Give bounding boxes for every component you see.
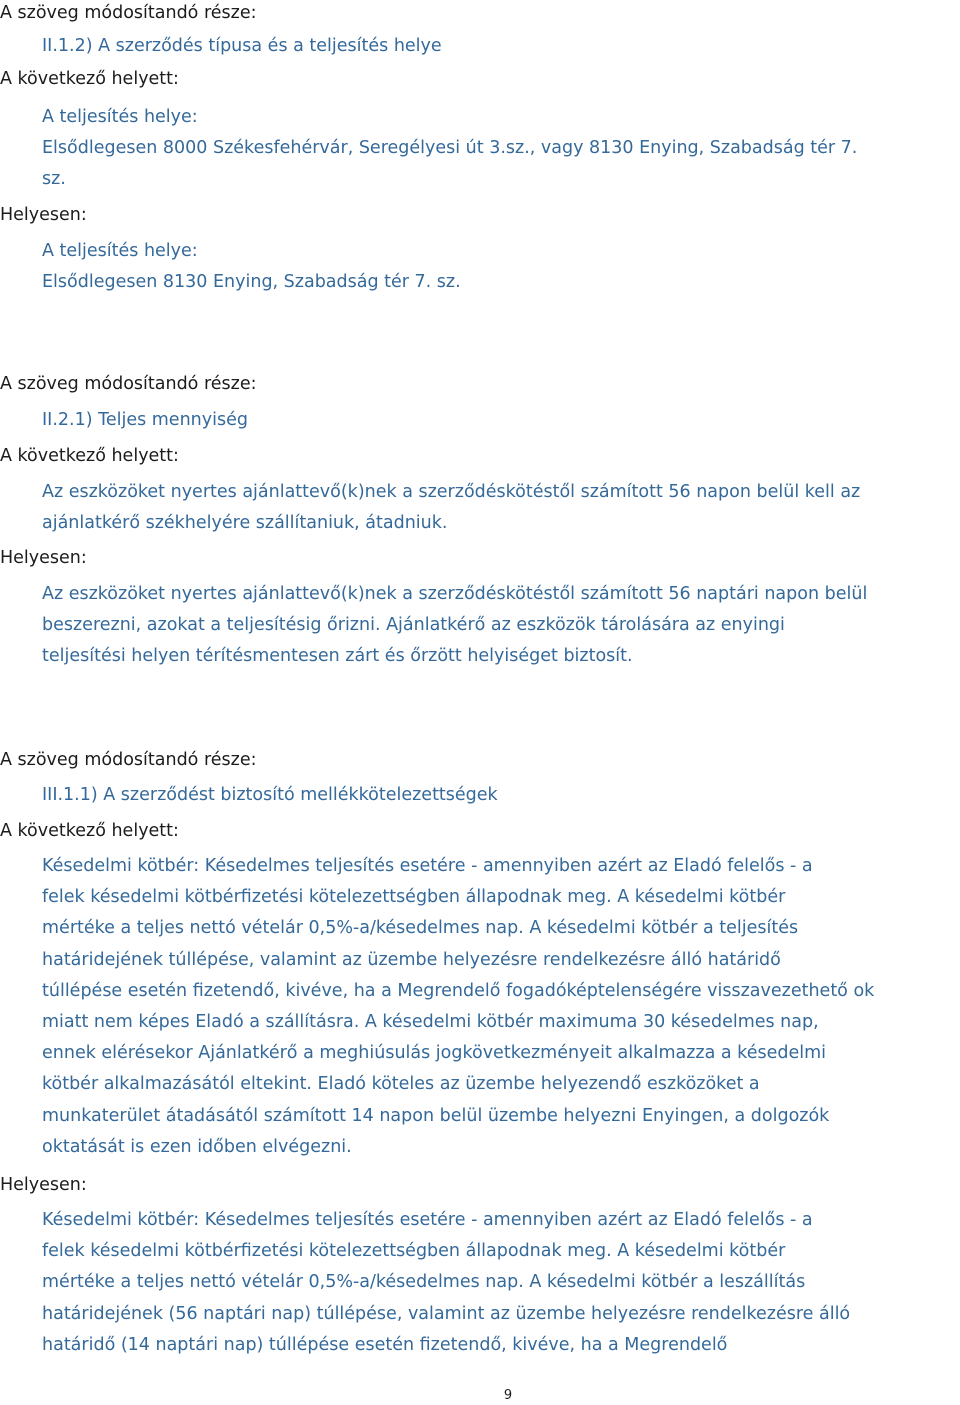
text-line: Elsődlegesen 8130 Enying, Szabadság tér 7. sz.	[42, 272, 461, 293]
text-line: kötbér alkalmazásától eltekint. Eladó köteles az üzembe helyezendő eszközöket a	[42, 1074, 760, 1095]
text-line: határidejének túllépése, valamint az üzembe helyezésre rendelkezésre álló határidő	[42, 949, 781, 970]
s1-label-instead: A következő helyett:	[0, 69, 179, 89]
text-line: miatt nem képes Eladó a szállításra. A késedelmi kötbér maximuma 30 késedelmes nap,	[42, 1012, 819, 1033]
s2-label-modify: A szöveg módosítandó része:	[0, 374, 257, 394]
text-line: A teljesítés helye:	[42, 107, 198, 127]
s2-new-text	[42, 579, 867, 673]
text-line: mértéke a teljes nettó vételár 0,5%-a/késedelmes nap. A késedelmi kötbér a teljesítés	[42, 918, 799, 939]
text-line: Az eszközöket nyertes ajánlattevő(k)nek a szerződéskötéstől számított 56 napon belül kell az	[42, 482, 861, 502]
s3-label-instead: A következő helyett:	[0, 821, 179, 841]
s2-label-instead: A következő helyett:	[0, 446, 179, 466]
s2-old-text	[42, 477, 860, 539]
s3-label-correct: Helyesen:	[0, 1175, 87, 1195]
text-line: határidejének (56 naptári nap) túllépése, valamint az üzembe helyezésre rendelkezésre álló	[42, 1303, 851, 1324]
s3-section-title: III.1.1) A szerződést biztosító mellékkötelezettségek	[42, 785, 498, 805]
s1-label-correct: Helyesen:	[0, 205, 87, 225]
text-line: ennek elérésekor Ajánlatkérő a meghiúsulás jogkövetkezményeit alkalmazza a késedelmi	[42, 1043, 826, 1064]
text-line: Késedelmi kötbér: Késedelmes teljesítés esetére - amennyiben azért az Eladó felelős - a	[42, 1210, 813, 1230]
s2-label-correct: Helyesen:	[0, 548, 87, 568]
text-line: oktatását is ezen időben elvégezni.	[42, 1136, 352, 1157]
text-line: felek késedelmi kötbérfizetési kötelezettségben állapodnak meg. A késedelmi kötbér	[42, 1241, 786, 1262]
s3-label-modify: A szöveg módosítandó része:	[0, 750, 257, 770]
text-line: felek késedelmi kötbérfizetési kötelezettségben állapodnak meg. A késedelmi kötbér	[42, 887, 786, 908]
text-line: túllépése esetén fizetendő, kivéve, ha a Megrendelő fogadóképtelenségére visszavezethető ok	[42, 980, 875, 1001]
s1-label-modify: A szöveg módosítandó része:	[0, 3, 257, 23]
s1-section-title: II.1.2) A szerződés típusa és a teljesítés helye	[42, 36, 442, 56]
text-line: határidő (14 naptári nap) túllépése esetén fizetendő, kivéve, ha a Megrendelő	[42, 1334, 728, 1355]
s1-new-text	[42, 236, 461, 298]
text-line: teljesítési helyen térítésmentesen zárt és őrzött helyiséget biztosít.	[42, 646, 633, 667]
page-number: 9	[503, 1388, 513, 1403]
s3-new-text	[42, 1205, 850, 1361]
text-line: beszerezni, azokat a teljesítésig őrizni. Ajánlatkérő az eszközök tárolására az enyingi	[42, 615, 785, 636]
text-line: Késedelmi kötbér: Késedelmes teljesítés esetére - amennyiben azért az Eladó felelős - a	[42, 856, 813, 876]
s1-old-text	[42, 102, 857, 196]
s2-section-title: II.2.1) Teljes mennyiség	[42, 410, 248, 430]
text-line: sz.	[42, 169, 66, 190]
text-line: A teljesítés helye:	[42, 241, 198, 261]
text-line: Elsődlegesen 8000 Székesfehérvár, Seregélyesi út 3.sz., vagy 8130 Enying, Szabadság tér 7.	[42, 138, 858, 159]
text-line: Az eszközöket nyertes ajánlattevő(k)nek a szerződéskötéstől számított 56 naptári napon belül	[42, 584, 868, 604]
s3-old-text	[42, 851, 874, 1163]
text-line: munkaterület átadásától számított 14 napon belül üzembe helyezni Enyingen, a dolgozók	[42, 1105, 830, 1126]
text-line: ajánlatkérő székhelyére szállítaniuk, átadniuk.	[42, 513, 448, 534]
text-line: mértéke a teljes nettó vételár 0,5%-a/késedelmes nap. A késedelmi kötbér a leszállítás	[42, 1272, 806, 1293]
